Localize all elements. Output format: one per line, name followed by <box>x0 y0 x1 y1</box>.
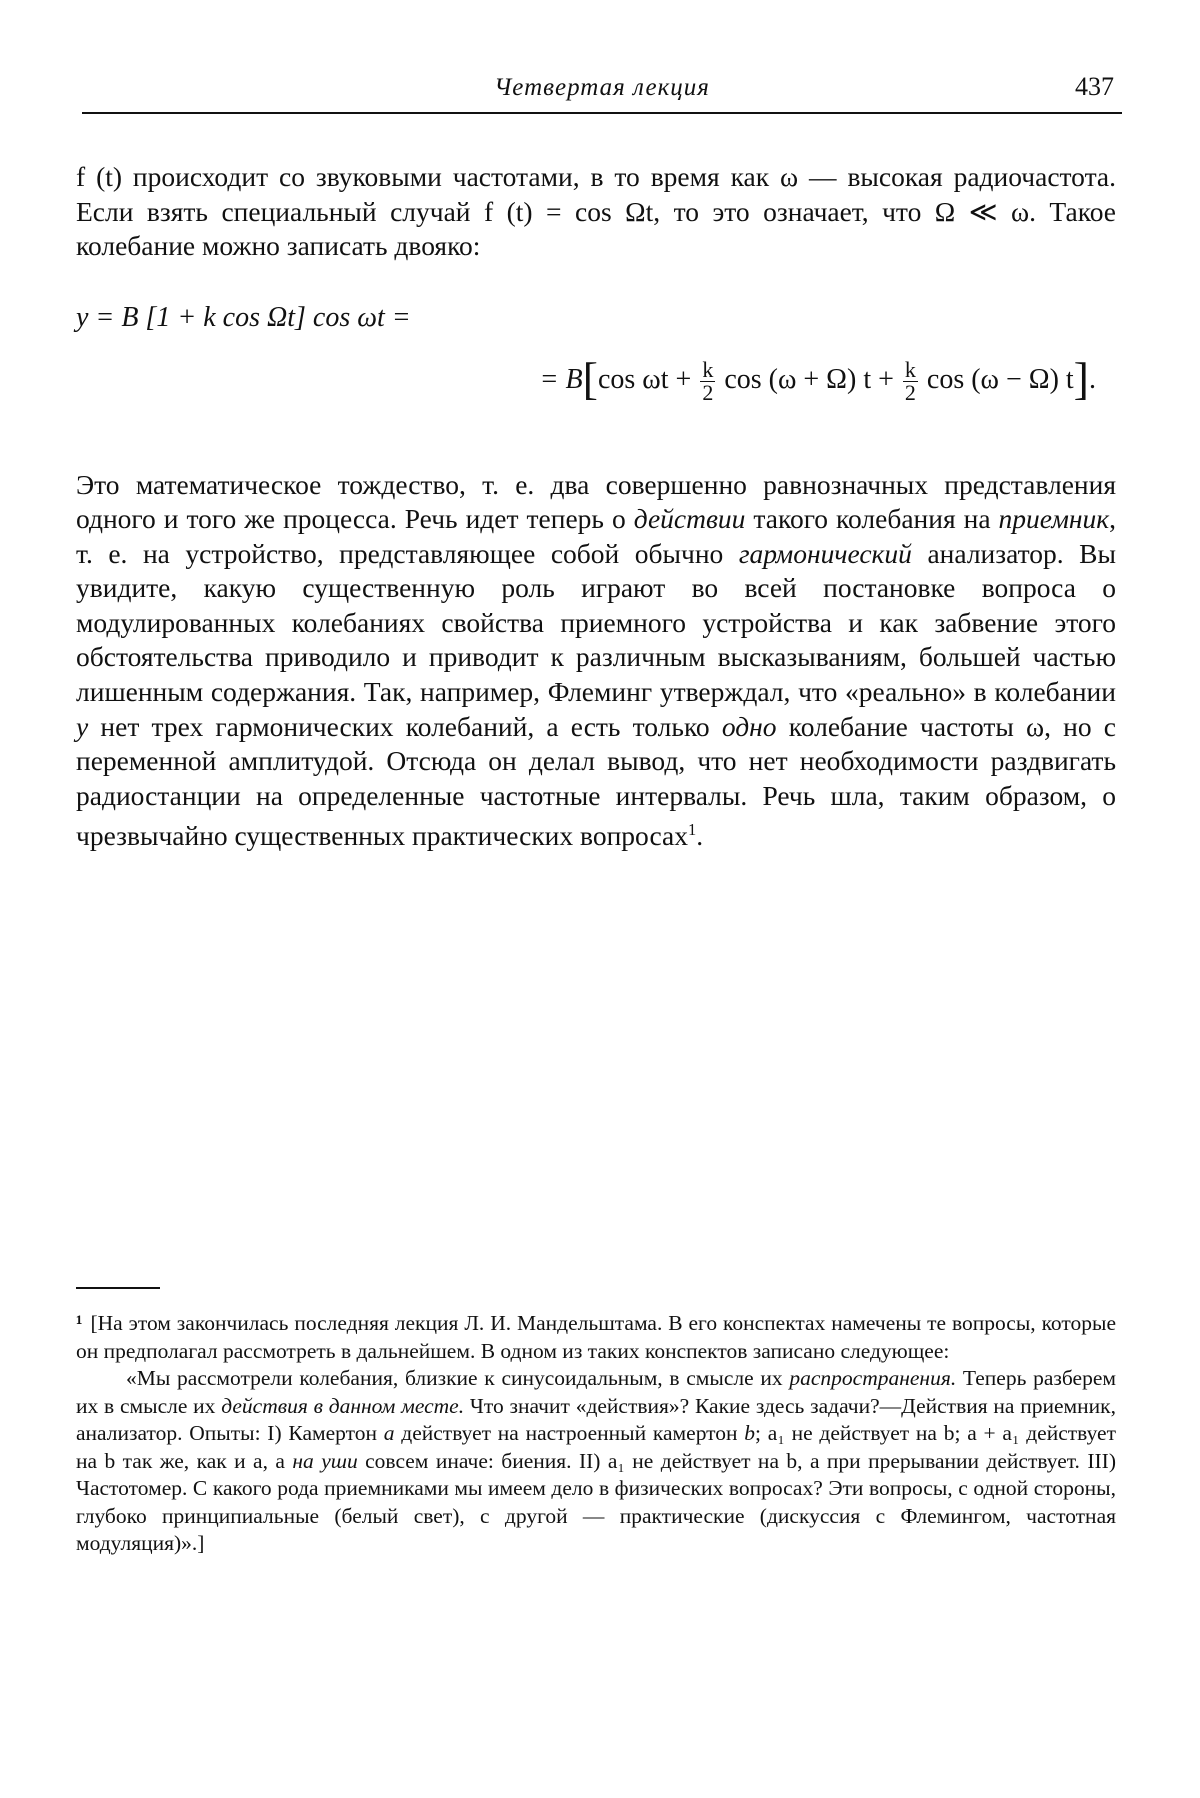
formula-term-1: cos ωt + <box>597 364 692 395</box>
emphasis: распространения. <box>789 1366 957 1390</box>
emphasis: приемник <box>998 503 1110 535</box>
emphasis: b <box>744 1421 756 1445</box>
text-run: Теперь разберем их в смысле их <box>76 1366 1116 1418</box>
fraction-numerator: k <box>702 357 714 383</box>
fraction-k-over-2-a <box>700 359 715 404</box>
fraction-denominator: 2 <box>904 380 916 406</box>
paragraph-main-text <box>76 468 1116 855</box>
text-run: ; a₁ не действует на b; a + a₁ действует на b так же, как и a, а <box>76 1421 1116 1473</box>
footnote-text: [На этом закончилась последняя лекция Л. И. Мандельштама. В его конспектах намечены те вопросы, которые он предполагал рассмотреть в дальнейшем. В одном из таких конспектов записано следующее: <box>76 1311 1116 1363</box>
formula-term-3: cos (ω − Ω) t <box>926 364 1074 395</box>
emphasis: одно <box>721 710 777 742</box>
fraction-numerator: k <box>904 357 916 383</box>
page-number: 437 <box>1075 72 1114 101</box>
emphasis: действия в данном месте. <box>221 1393 465 1418</box>
formula-end: . <box>1089 364 1096 395</box>
formula-line-1 <box>76 302 1116 334</box>
fraction-denominator: 2 <box>702 380 714 406</box>
text-run: . <box>696 820 704 852</box>
formula-term-2: cos (ω + Ω) t + <box>724 364 894 395</box>
text-run: совсем иначе: биения. II) a₁ не действует на b, а при прерывании действует. III) Частотомер. С какого рода приемниками мы имеем дело в физических вопросах? Эти вопросы, с одной стороны, глубоко принципиальные (белый свет), с другой — практические (дискуссия с Флемингом, частотная модуляция)».] <box>76 1448 1116 1555</box>
fraction-k-over-2-b <box>903 359 918 404</box>
text-run: действует на настроенный камертон <box>394 1421 745 1445</box>
formula-line-2-expression <box>540 352 1096 405</box>
footnote-divider <box>76 1287 160 1289</box>
paragraph-intro <box>76 160 1116 264</box>
right-bracket: ] <box>1073 353 1089 404</box>
formula-lead: = B <box>539 364 583 395</box>
footnote <box>76 1310 1116 1558</box>
emphasis: y <box>76 710 89 742</box>
footnote-paragraph-1 <box>76 1310 1116 1365</box>
text-run: Это математическое тождество, т. е. два совершенно равнозначных представления одного и того же процесса. Речь идет теперь о <box>76 468 1116 535</box>
emphasis: действии <box>633 503 746 535</box>
text-run: нет трех гармонических колебаний, а есть только <box>88 710 722 742</box>
running-title: Четвертая лекция <box>494 74 710 101</box>
text-run: , т. е. на устройство, представляющее собой обычно <box>76 503 1116 569</box>
text-run: колебание частоты ω, но с переменной амплитудой. Отсюда он делал вывод, что нет необходимости раздвигать радиостанции на определенные частотные интервалы. Речь шла, таким образом, о чрезвычайно существенных практических вопросах <box>76 710 1117 852</box>
paragraph-intro-text: f (t) происходит со звуковыми частотами, в то время как ω — высокая радиочастота. Если взять специальный случай f (t) = cos Ωt, то это означает, что Ω ≪ ω. Такое колебание можно записать двояко: <box>76 161 1116 262</box>
formula-line-2 <box>76 352 1116 416</box>
paragraph-main <box>76 440 1116 882</box>
footnote-paragraph-2 <box>76 1365 1116 1558</box>
footnote-reference[interactable]: 1 <box>687 820 697 840</box>
formula-line-1-text: y = B [1 + k cos Ωt] cos ωt = <box>76 302 411 333</box>
text-run: «Мы рассмотрели колебания, близкие к синусоидальным, в смысле их <box>126 1366 790 1390</box>
emphasis: на уши <box>292 1448 358 1473</box>
text-run: такого колебания на <box>745 503 999 535</box>
emphasis: гармонический <box>738 537 912 569</box>
footnote-mark: ¹ <box>76 1311 83 1335</box>
text-run: Что значит «действия»? Какие здесь задачи?—Действия на приемник, анализатор. Опыты: I) Камертон <box>76 1393 1116 1445</box>
left-bracket: [ <box>582 353 598 404</box>
running-header <box>82 66 1122 114</box>
emphasis: a <box>383 1421 395 1445</box>
text-run: анализатор. Вы увидите, какую существенную роль играют во всей постановке вопроса о модулированных колебаниях свойства приемного устройства и как забвение этого обстоятельства приводило и приводит к различным высказываниям, большей частью лишенным содержания. Так, например, Флеминг утверждал, что «реально» в колебании <box>76 537 1116 708</box>
